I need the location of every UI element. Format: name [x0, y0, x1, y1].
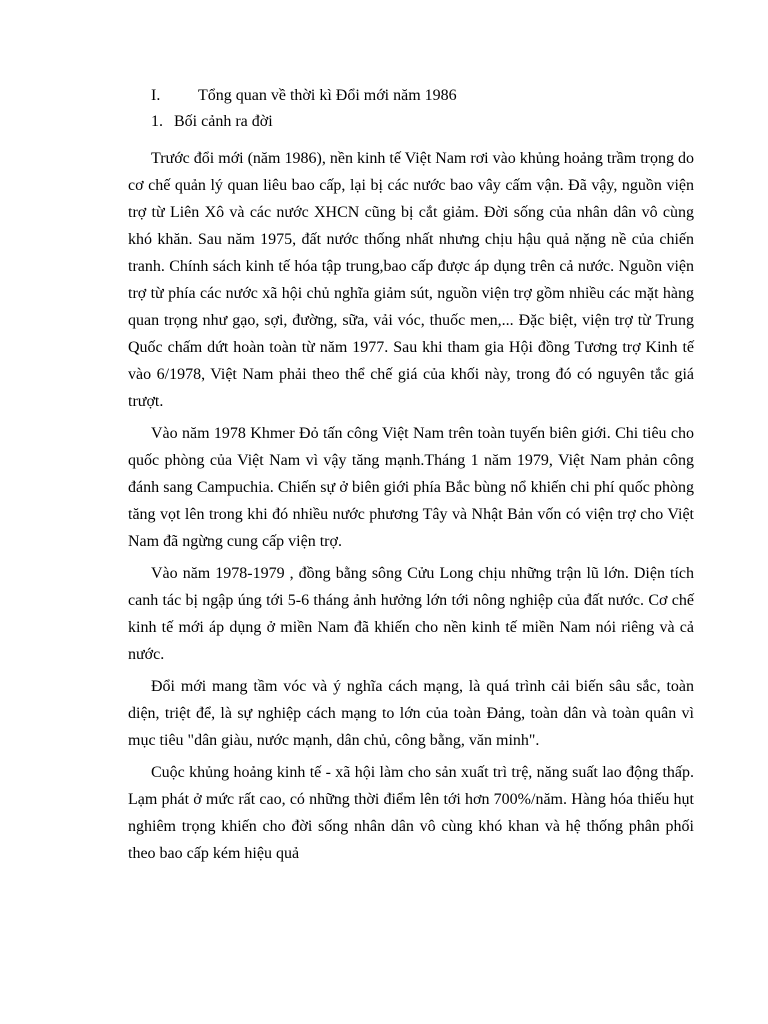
section-number: I. [151, 87, 161, 104]
paragraph-floods: Vào năm 1978-1979 , đồng bằng sông Cửu Long chịu những trận lũ lớn. Diện tích canh tác bị ngập úng tới 5-6 tháng ảnh hưởng lớn tới nông nghiệp của đất nước. Cơ chế kinh tế mới áp dụng ở miền Nam đã khiến cho nền kinh tế miền Nam nói riêng và cả nước. [128, 565, 694, 663]
paragraph-war: Vào năm 1978 Khmer Đỏ tấn công Việt Nam trên toàn tuyến biên giới. Chi tiêu cho quốc phòng của Việt Nam vì vậy tăng mạnh.Tháng 1 năm 1979, Việt Nam phản công đánh sang Campuchia. Chiến sự ở biên giới phía Bắc bùng nổ khiến chi phí quốc phòng tăng vọt lên trong khi đó nhiều nước phương Tây và Nhật Bản vốn có viện trợ cho Việt Nam đã ngừng cung cấp viện trợ. [128, 425, 694, 550]
paragraph-renovation: Đổi mới mang tầm vóc và ý nghĩa cách mạng, là quá trình cải biến sâu sắc, toàn diện, triệt để, là sự nghiệp cách mạng to lớn của toàn Đảng, toàn dân và toàn quân vì mục tiêu "dân giàu, nước mạnh, dân chủ, công bằng, văn minh". [128, 678, 694, 749]
subsection-number: 1. [151, 113, 163, 130]
paragraph-crisis: Cuộc khủng hoảng kinh tế - xã hội làm cho sản xuất trì trệ, năng suất lao động thấp. Lạm phát ở mức rất cao, có những thời điểm lên tới hơn 700%/năm. Hàng hóa thiếu hụt nghiêm trọng khiến cho đời sống nhân dân vô cùng khó khan và hệ thống phân phối theo bao cấp kém hiệu quả [128, 764, 694, 862]
subsection-heading [151, 112, 273, 132]
section-heading [151, 86, 457, 106]
paragraph-background: Trước đổi mới (năm 1986), nền kinh tế Việt Nam rơi vào khủng hoảng trầm trọng do cơ chế quản lý quan liêu bao cấp, lại bị các nước bao vây cấm vận. Đã vậy, nguồn viện trợ từ Liên Xô và các nước XHCN cũng bị cắt giảm. Đời sống của nhân dân vô cùng khó khăn. Sau năm 1975, đất nước thống nhất nhưng chịu hậu quả nặng nề của chiến tranh. Chính sách kinh tế hóa tập trung,bao cấp được áp dụng trên cả nước. Nguồn viện trợ từ phía các nước xã hội chủ nghĩa giảm sút, nguồn viện trợ gồm nhiều các mặt hàng quan trọng như gạo, sợi, đường, sữa, vải vóc, thuốc men,... Đặc biệt, viện trợ từ Trung Quốc chấm dứt hoàn toàn từ năm 1977. Sau khi tham gia Hội đồng Tương trợ Kinh tế vào 6/1978, Việt Nam phải theo thể chế giá của khối này, trong đó có nguyên tắc giá trượt. [128, 150, 694, 410]
section-title: Tổng quan về thời kì Đổi mới năm 1986 [198, 87, 457, 104]
subsection-title: Bối cảnh ra đời [174, 113, 273, 130]
body-text [128, 145, 694, 872]
